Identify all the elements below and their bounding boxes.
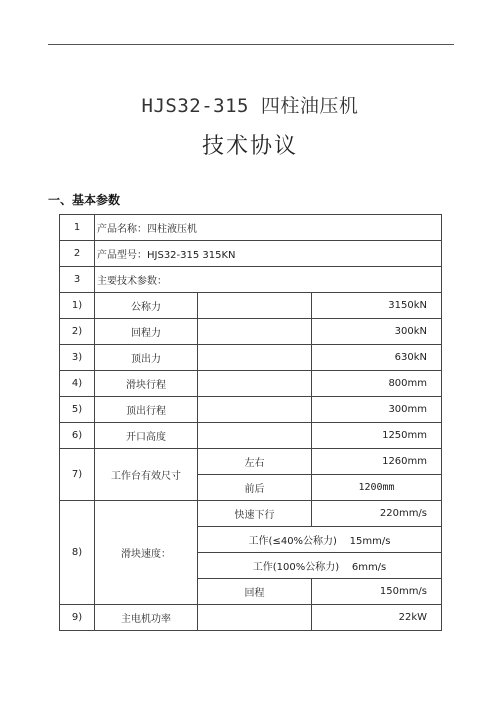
row-number: 2) <box>60 319 95 345</box>
row-number: 1 <box>60 215 95 241</box>
product-model: 产品型号：HJS32-315 315KN <box>95 241 442 267</box>
table-row <box>60 371 442 397</box>
empty-cell <box>198 293 312 319</box>
table-row <box>60 605 442 631</box>
empty-cell <box>198 605 312 631</box>
sub-label: 快速下行 <box>198 501 312 527</box>
row-number: 6) <box>60 423 95 449</box>
param-label: 工作台有效尺寸 <box>95 449 198 501</box>
document-subtitle: 技术协议 <box>201 134 298 159</box>
row-number: 4) <box>60 371 95 397</box>
row-number: 2 <box>60 241 95 267</box>
table-row <box>60 449 442 475</box>
param-label: 开口高度 <box>95 423 198 449</box>
param-value: 1200mm <box>312 475 442 501</box>
param-label: 顶出行程 <box>95 397 198 423</box>
param-value: 3150kN <box>312 293 442 319</box>
table-row <box>60 397 442 423</box>
param-label: 顶出力 <box>95 345 198 371</box>
parameter-table <box>59 214 442 631</box>
header-rule <box>48 44 454 45</box>
empty-cell <box>198 397 312 423</box>
param-label: 公称力 <box>95 293 198 319</box>
row-number: 1) <box>60 293 95 319</box>
main-parameters-heading: 主要技术参数： <box>95 267 442 293</box>
param-label: 主电机功率 <box>95 605 198 631</box>
empty-cell <box>198 345 312 371</box>
row-number: 3 <box>60 267 95 293</box>
table-row <box>60 345 442 371</box>
table-row <box>60 215 442 241</box>
sub-label: 工作(≤40%公称力) 15mm/s <box>198 527 442 553</box>
sub-label: 前后 <box>198 475 312 501</box>
document-title: HJS32-315 四柱油压机 <box>141 95 359 117</box>
empty-cell <box>198 371 312 397</box>
sub-label: 左右 <box>198 449 312 475</box>
param-value: 300kN <box>312 319 442 345</box>
param-value: 300mm <box>312 397 442 423</box>
param-value: 150mm/s <box>312 579 442 605</box>
table-row <box>60 241 442 267</box>
product-name: 产品名称：四柱液压机 <box>95 215 442 241</box>
param-value: 220mm/s <box>312 501 442 527</box>
param-label: 滑块行程 <box>95 371 198 397</box>
table-row <box>60 319 442 345</box>
row-number: 7) <box>60 449 95 501</box>
param-value: 22kW <box>312 605 442 631</box>
sub-label: 工作(100%公称力) 6mm/s <box>198 553 442 579</box>
table-row <box>60 423 442 449</box>
empty-cell <box>198 319 312 345</box>
sub-label: 回程 <box>198 579 312 605</box>
param-label: 回程力 <box>95 319 198 345</box>
row-number: 3) <box>60 345 95 371</box>
empty-cell <box>198 423 312 449</box>
param-value: 630kN <box>312 345 442 371</box>
table-row <box>60 293 442 319</box>
param-value: 800mm <box>312 371 442 397</box>
table-row <box>60 501 442 527</box>
param-value: 1250mm <box>312 423 442 449</box>
row-number: 9) <box>60 605 95 631</box>
table-row <box>60 267 442 293</box>
row-number: 8) <box>60 501 95 605</box>
param-label: 滑块速度： <box>95 501 198 605</box>
section-heading: 一、基本参数 <box>48 193 121 207</box>
row-number: 5) <box>60 397 95 423</box>
param-value: 1260mm <box>312 449 442 475</box>
